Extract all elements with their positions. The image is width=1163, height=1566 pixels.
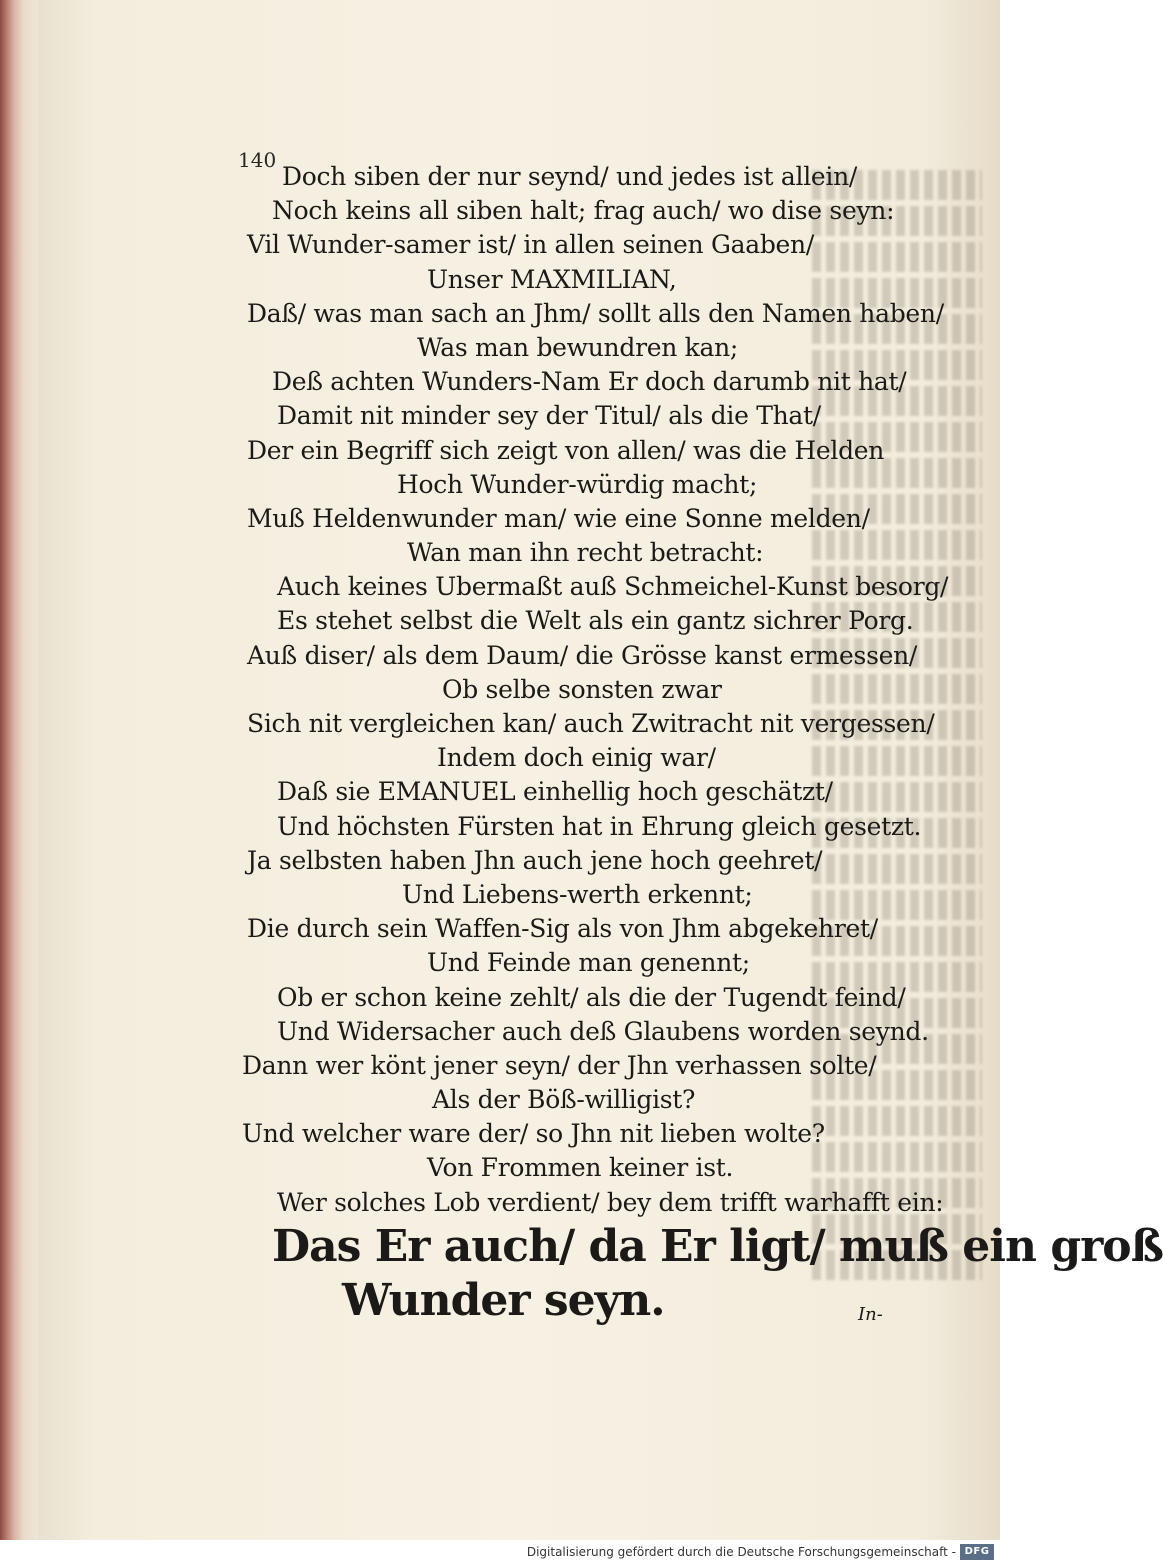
verse-line: Ob er schon keine zehlt/ als die der Tugendt feind/ <box>277 982 906 1012</box>
verse-line: Und welcher ware der/ so Jhn nit lieben wolte? <box>242 1119 825 1149</box>
verse-line: Auß diser/ als dem Daum/ die Grösse kanst ermessen/ <box>247 640 918 670</box>
verse-line: Als der Böß-willigist? <box>432 1085 696 1115</box>
verse-line: Indem doch einig war/ <box>437 743 716 773</box>
verse-line: Und höchsten Fürsten hat in Ehrung gleich gesetzt. <box>277 811 922 841</box>
verse-line: Vil Wunder-samer ist/ in allen seinen Gaaben/ <box>247 230 814 260</box>
verse-line: Was man bewundren kan; <box>417 332 739 362</box>
verse-line: Hoch Wunder-würdig macht; <box>397 469 758 499</box>
verse-line: Wer solches Lob verdient/ bey dem trifft warhafft ein: <box>277 1187 944 1217</box>
dfg-logo: DFG <box>960 1544 994 1560</box>
verse-line: Noch keins all siben halt; frag auch/ wo dise seyn: <box>272 196 895 226</box>
verse-line: Dann wer könt jener seyn/ der Jhn verhassen solte/ <box>242 1050 877 1080</box>
verse-line: Daß/ was man sach an Jhm/ sollt alls den Namen haben/ <box>247 298 944 328</box>
verse-line: Es stehet selbst die Welt als ein gantz sichrer Porg. <box>277 606 914 636</box>
footer-bar <box>0 1540 1000 1566</box>
verse-line: Unser MAXMILIAN, <box>427 264 677 294</box>
verse-line: Auch keines Ubermaßt auß Schmeichel-Kunst besorg/ <box>277 572 949 602</box>
verse-line: Doch siben der nur seynd/ und jedes ist allein/ <box>282 162 858 191</box>
verse-line: Daß sie EMANUEL einhellig hoch geschätzt/ <box>277 777 833 807</box>
verse-line: Ob selbe sonsten zwar <box>442 674 722 704</box>
closing-line: Wunder seyn. <box>342 1274 665 1326</box>
funding-credit: Digitalisierung gefördert durch die Deutsche Forschungsgemeinschaft - <box>526 1545 956 1559</box>
verse-line: Muß Heldenwunder man/ wie eine Sonne melden/ <box>247 503 870 533</box>
poem-text <box>232 160 1163 1328</box>
verse-line: Die durch sein Waffen-Sig als von Jhm abgekehret/ <box>247 914 878 944</box>
catchword: In- <box>858 1304 883 1325</box>
verse-line: Deß achten Wunders-Nam Er doch darumb nit hat/ <box>272 367 907 397</box>
verse-line: Und Liebens-werth erkennt; <box>402 879 753 909</box>
verse-line: Und Feinde man genennt; <box>427 948 750 978</box>
page-number: 140 <box>238 148 277 172</box>
verse-line: Von Frommen keiner ist. <box>427 1153 734 1183</box>
verse-line: Ja selbsten haben Jhn auch jene hoch geehret/ <box>247 845 823 875</box>
verse-line: Sich nit vergleichen kan/ auch Zwitracht nit vergessen/ <box>247 709 935 738</box>
verse-line: Und Widersacher auch deß Glaubens worden seynd. <box>277 1016 929 1046</box>
verse-line: Wan man ihn recht betracht: <box>407 538 764 568</box>
verse-line: Der ein Begriff sich zeigt von allen/ was die Helden <box>247 435 885 465</box>
book-edge <box>0 0 38 1540</box>
verse-line: Damit nit minder sey der Titul/ als die That/ <box>277 401 821 431</box>
closing-line: Das Er auch/ da Er ligt/ muß ein groß <box>272 1220 1163 1272</box>
